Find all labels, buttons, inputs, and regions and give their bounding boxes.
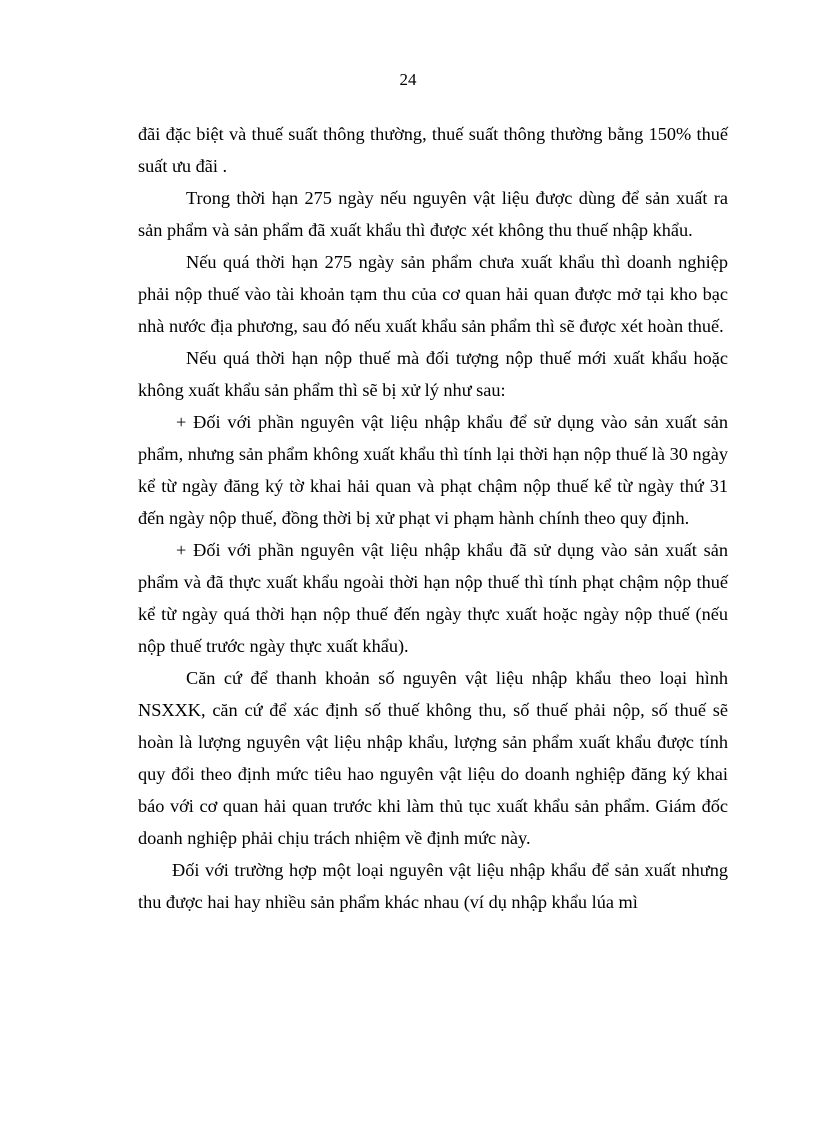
paragraph-continuation: đãi đặc biệt và thuế suất thông thường, thuế suất thông thường bằng 150% thuế suất ưu đãi . <box>138 124 728 176</box>
paragraph-overdue-tax: Nếu quá thời hạn nộp thuế mà đối tượng nộp thuế mới xuất khẩu hoặc không xuất khẩu sản phẩm thì sẽ bị xử lý như sau: <box>138 348 728 400</box>
paragraph-bullet-not-exported: + Đối với phần nguyên vật liệu nhập khẩu để sử dụng vào sản xuất sản phẩm, nhưng sản phẩm không xuất khẩu thì tính lại thời hạn nộp thuế là 30 ngày kể từ ngày đăng ký tờ khai hải quan và phạt chậm nộp thuế kể từ ngày thứ 31 đến ngày nộp thuế, đồng thời bị xử phạt vi phạm hành chính theo quy định. <box>138 412 728 528</box>
paragraph-multiple-products: Đối với trường hợp một loại nguyên vật liệu nhập khẩu để sản xuất nhưng thu được hai hay nhiều sản phẩm khác nhau (ví dụ nhập khẩu lúa mì <box>138 860 728 912</box>
paragraph-liquidation-basis: Căn cứ để thanh khoản số nguyên vật liệu nhập khẩu theo loại hình NSXXK, căn cứ để xác định số thuế không thu, số thuế phải nộp, số thuế sẽ hoàn là lượng nguyên vật liệu nhập khẩu, lượng sản phẩm xuất khẩu được tính quy đổi theo định mức tiêu hao nguyên vật liệu do doanh nghiệp đăng ký khai báo với cơ quan hải quan trước khi làm thủ tục xuất khẩu sản phẩm. Giám đốc doanh nghiệp phải chịu trách nhiệm về định mức này. <box>138 668 728 848</box>
page-number: 24 <box>399 70 417 89</box>
paragraph-bullet-late-exported: + Đối với phần nguyên vật liệu nhập khẩu đã sử dụng vào sản xuất sản phẩm và đã thực xuất khẩu ngoài thời hạn nộp thuế thì tính phạt chậm nộp thuế kể từ ngày quá thời hạn nộp thuế đến ngày thực xuất hoặc ngày nộp thuế (nếu nộp thuế trước ngày thực xuất khẩu). <box>138 540 728 656</box>
paragraph-275-days: Trong thời hạn 275 ngày nếu nguyên vật liệu được dùng để sản xuất ra sản phẩm và sản phẩm đã xuất khẩu thì được xét không thu thuế nhập khẩu. <box>138 188 728 240</box>
paragraph-overdue-275: Nếu quá thời hạn 275 ngày sản phẩm chưa xuất khẩu thì doanh nghiệp phải nộp thuế vào tài khoản tạm thu của cơ quan hải quan được mở tại kho bạc nhà nước địa phương, sau đó nếu xuất khẩu sản phẩm thì sẽ được xét hoàn thuế. <box>138 252 728 336</box>
body-text <box>138 118 728 918</box>
